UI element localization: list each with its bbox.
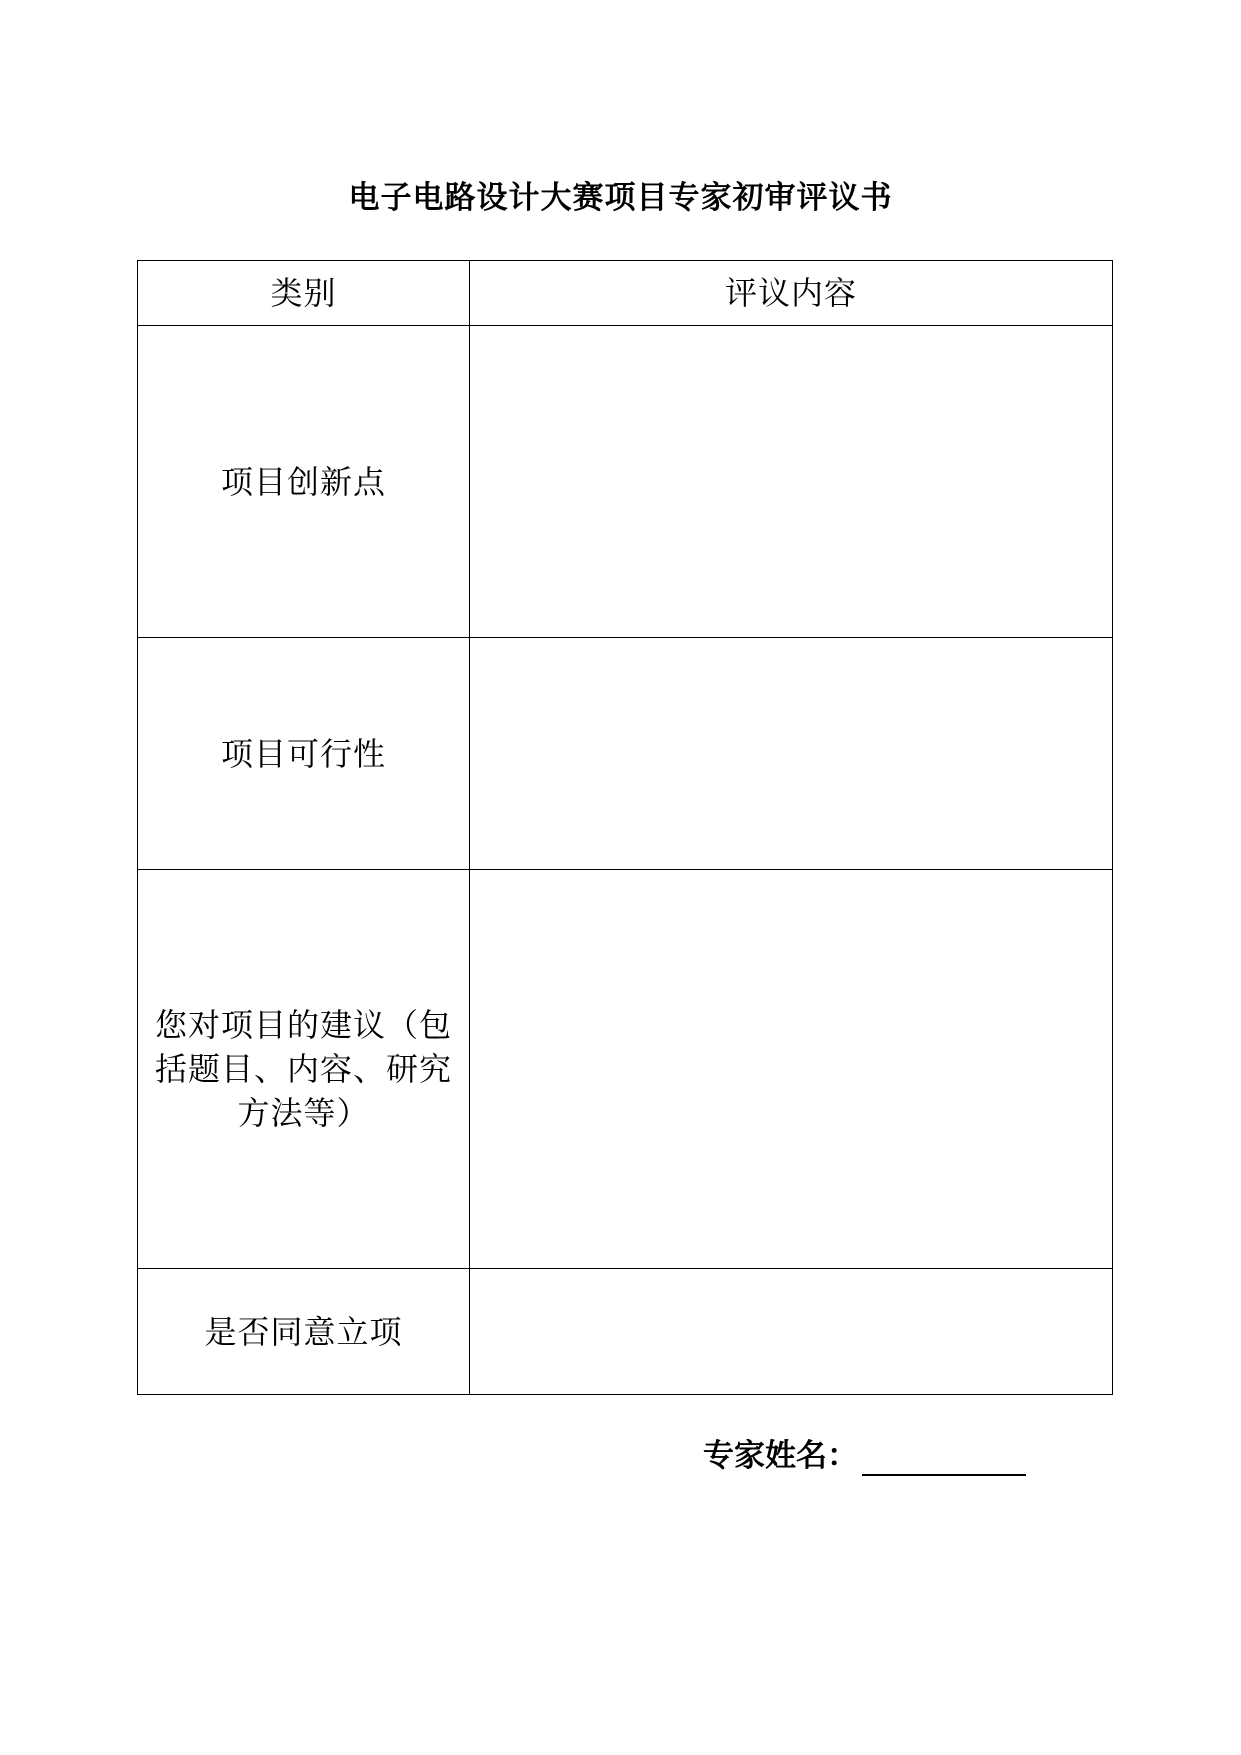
signature-line[interactable] [862, 1440, 1026, 1476]
table-row [138, 326, 1113, 638]
row-category-innovation: 项目创新点 [138, 326, 470, 638]
row-category-feasibility: 项目可行性 [138, 638, 470, 870]
table-row [138, 638, 1113, 870]
document-title: 电子电路设计大赛项目专家初审评议书 [348, 180, 893, 216]
review-table [137, 260, 1113, 1395]
row-content-innovation[interactable] [470, 326, 1113, 638]
row-content-approval[interactable] [470, 1269, 1113, 1395]
table-row [138, 1269, 1113, 1395]
table-row [138, 870, 1113, 1269]
row-category-suggestions: 您对项目的建议（包括题目、内容、研究方法等） [138, 870, 470, 1269]
signature-label: 专家姓名： [703, 1438, 858, 1474]
table-header-row [138, 261, 1113, 326]
row-category-approval: 是否同意立项 [138, 1269, 470, 1395]
header-content: 评议内容 [470, 261, 1113, 326]
signature-block [703, 1436, 1026, 1476]
row-content-suggestions[interactable] [470, 870, 1113, 1269]
header-category: 类别 [138, 261, 470, 326]
row-content-feasibility[interactable] [470, 638, 1113, 870]
